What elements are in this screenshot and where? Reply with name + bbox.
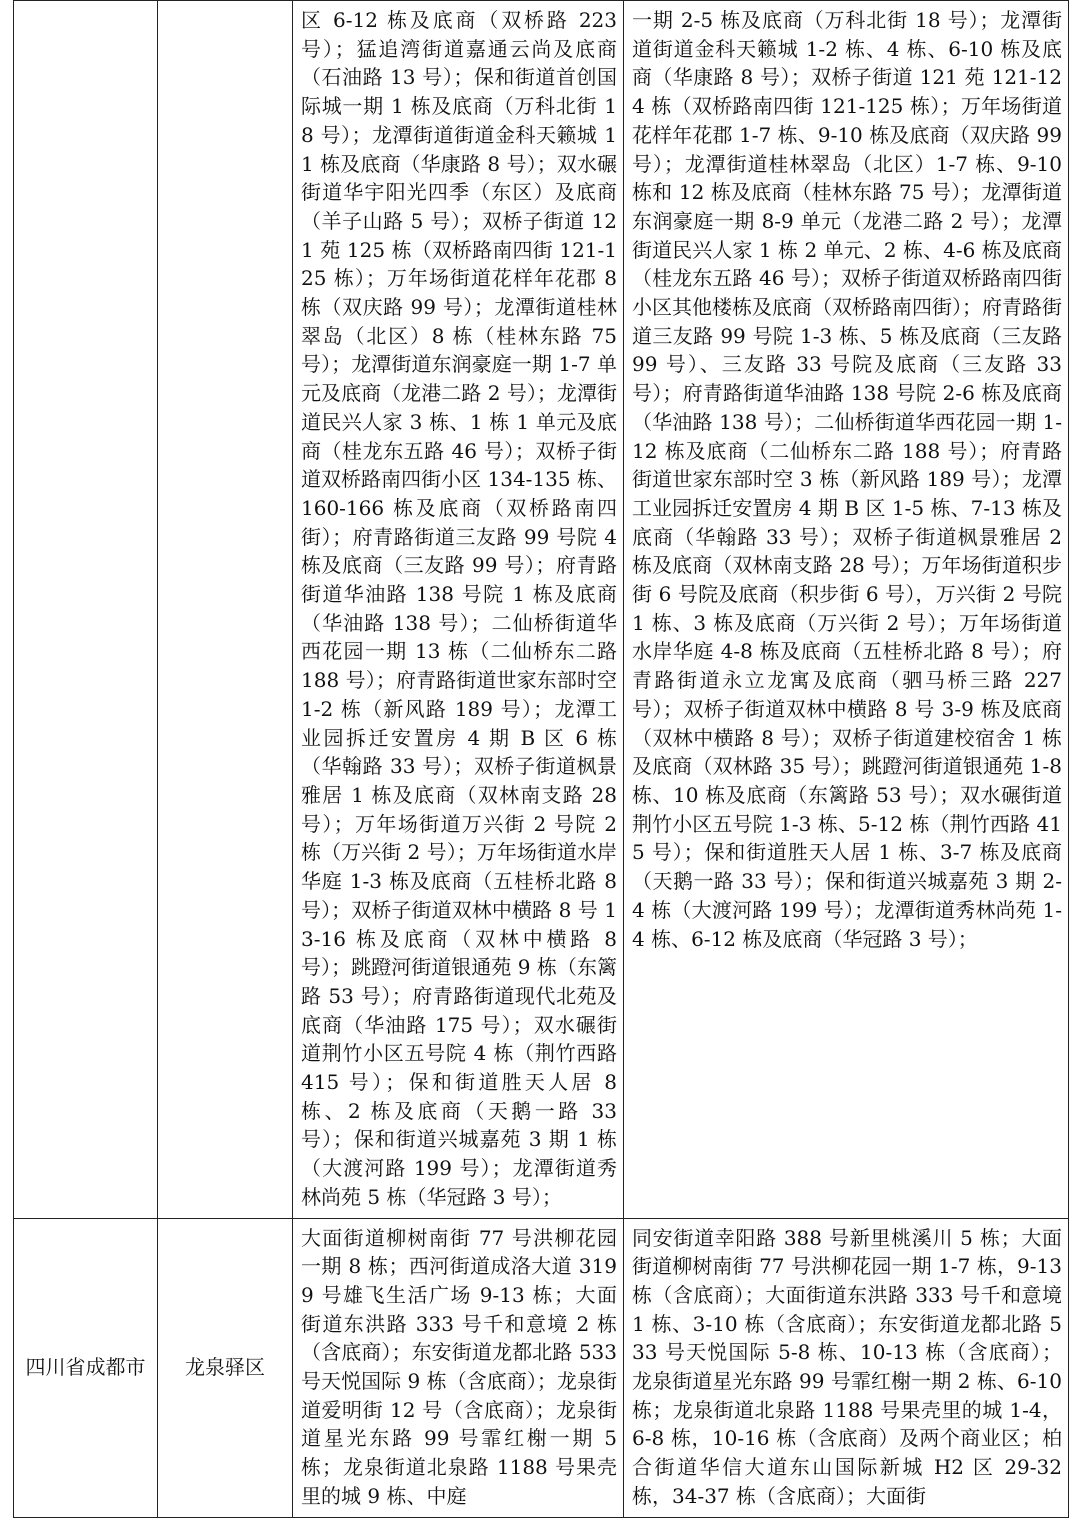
province-city-cell: 四川省成都市 [14, 1218, 158, 1517]
table-row [14, 1218, 1069, 1517]
area-list-cell: 一期 2-5 栋及底商（万科北街 18 号）；龙潭街道街道金科天籁城 1-2 栋、4 栋、6-10 栋及底商（华康路 8 号）；双桥子街道 121 苑 121-124 栋（双桥路南四街 121-125 栋）；万年场街道花样年花郡 1-7 栋、9-10 栋及底商（双庆路 99 号）；龙潭街道桂林翠岛（北区）1-7 栋、9-10 栋和 12 栋及底商（桂林东路 75 号）；龙潭街道东润豪庭一期 8-9 单元（龙港二路 2 号）；龙潭街道民兴人家 1 栋 2 单元、2 栋、4-6 栋及底商（桂龙东五路 46 号）；双桥子街道双桥路南四街小区其他楼栋及底商（双桥路南四街）；府青路街道三友路 99 号院 1-3 栋、5 栋及底商（三友路 99 号）、三友路 33 号院及底商（三友路 33 号）；府青路街道华油路 138 号院 2-6 栋及底商（华油路 138 号）；二仙桥街道华西花园一期 1-12 栋及底商（二仙桥东二路 188 号）；府青路街道世家东部时空 3 栋（新风路 189 号）；龙潭工业园拆迁安置房 4 期 B 区 1-5 栋、7-13 栋及底商（华翰路 33 号）；双桥子街道枫景雅居 2 栋及底商（双林南支路 28 号）；万年场街道积步街 6 号院及底商（积步街 6 号），万兴街 2 号院 1 栋、3 栋及底商（万兴街 2 号）；万年场街道水岸华庭 4-8 栋及底商（五桂桥北路 8 号）；府青路街道永立龙寓及底商（驷马桥三路 227 号）；双桥子街道双林中横路 8 号 3-9 栋及底商（双林中横路 8 号）；双桥子街道建校宿舍 1 栋及底商（双林路 35 号）；跳蹬河街道银通苑 1-8 栋、10 栋及底商（东篱路 53 号）；双水碾街道荆竹小区五号院 1-3 栋、5-12 栋（荆竹西路 415 号）；保和街道胜天人居 1 栋、3-7 栋及底商（天鹅一路 33 号）；保和街道兴城嘉苑 3 期 2-4 栋（大渡河路 199 号）；龙潭街道秀林尚苑 1-4 栋、6-12 栋及底商（华冠路 3 号）； [624, 1, 1069, 1219]
area-list-cell: 大面街道柳树南街 77 号洪柳花园一期 8 栋；西河街道成洛大道 3199 号雄飞生活广场 9-13 栋；大面街道东洪路 333 号千和意境 2 栋（含底商）；东安街道龙都北路 533 号天悦国际 9 栋（含底商）；龙泉街道爱明街 12 号（含底商）；龙泉街道星光东路 99 号霏红榭一期 5 栋；龙泉街道北泉路 1188 号果壳里的城 9 栋、中庭 [293, 1218, 624, 1517]
area-list-table [13, 0, 1069, 1518]
area-list-cell: 区 6-12 栋及底商（双桥路 223 号）；猛追湾街道嘉通云尚及底商（石油路 13 号）；保和街道首创国际城一期 1 栋及底商（万科北街 18 号）；龙潭街道街道金科天籁城 11 栋及底商（华康路 8 号）；双水碾街道华宇阳光四季（东区）及底商（羊子山路 5 号）；双桥子街道 121 苑 125 栋（双桥路南四街 121-125 栋）；万年场街道花样年花郡 8 栋（双庆路 99 号）；龙潭街道桂林翠岛（北区）8 栋（桂林东路 75 号）；龙潭街道东润豪庭一期 1-7 单元及底商（龙港二路 2 号）；龙潭街道民兴人家 3 栋、1 栋 1 单元及底商（桂龙东五路 46 号）；双桥子街道双桥路南四街小区 134-135 栋、160-166 栋及底商（双桥路南四街）；府青路街道三友路 99 号院 4 栋及底商（三友路 99 号）；府青路街道华油路 138 号院 1 栋及底商（华油路 138 号）；二仙桥街道华西花园一期 13 栋（二仙桥东二路 188 号）；府青路街道世家东部时空 1-2 栋（新风路 189 号）；龙潭工业园拆迁安置房 4 期 B 区 6 栋（华翰路 33 号）；双桥子街道枫景雅居 1 栋及底商（双林南支路 28 号）；万年场街道万兴街 2 号院 2 栋（万兴街 2 号）；万年场街道水岸华庭 1-3 栋及底商（五桂桥北路 8 号）；双桥子街道双林中横路 8 号 13-16 栋及底商（双林中横路 8 号）；跳蹬河街道银通苑 9 栋（东篱路 53 号）；府青路街道现代北苑及底商（华油路 175 号）；双水碾街道荆竹小区五号院 4 栋（荆竹西路 415 号）；保和街道胜天人居 8 栋、2 栋及底商（天鹅一路 33 号）；保和街道兴城嘉苑 3 期 1 栋（大渡河路 199 号）；龙潭街道秀林尚苑 5 栋（华冠路 3 号）； [293, 1, 624, 1219]
district-cell [158, 1, 293, 1219]
province-city-cell [14, 1, 158, 1219]
district-cell: 龙泉驿区 [158, 1218, 293, 1517]
area-list-cell: 同安街道幸阳路 388 号新里桃溪川 5 栋；大面街道柳树南街 77 号洪柳花园一期 1-7 栋，9-13 栋（含底商）；大面街道东洪路 333 号千和意境 1 栋、3-10 栋（含底商）；东安街道龙都北路 533 号天悦国际 5-8 栋、10-13 栋（含底商）；龙泉街道星光东路 99 号霏红榭一期 2 栋、6-10 栋；龙泉街道北泉路 1188 号果壳里的城 1-4，6-8 栋，10-16 栋（含底商）及两个商业区；柏合街道华信大道东山国际新城 H2 区 29-32 栋，34-37 栋（含底商）；大面街 [624, 1218, 1069, 1517]
table-row [14, 1, 1069, 1219]
